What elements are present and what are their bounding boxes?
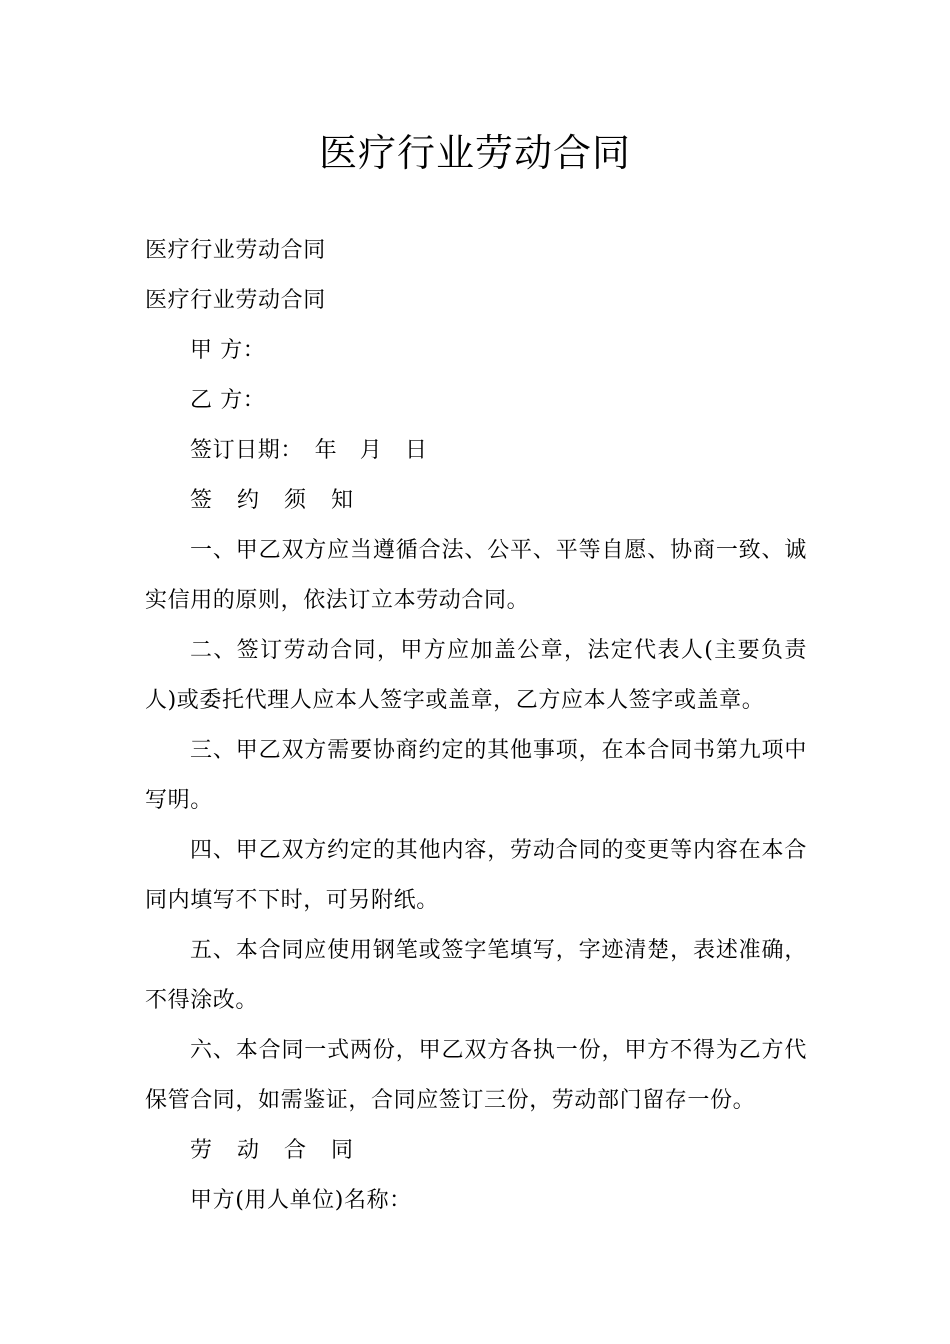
- notice-item-6: 六、本合同一式两份，甲乙双方各执一份，甲方不得为乙方代保管合同，如需鉴证，合同应签订三份，劳动部门留存一份。: [145, 1038, 807, 1113]
- notice-item-2: 二、签订劳动合同，甲方应加盖公章，法定代表人(主要负责人)或委托代理人应本人签字或盖章，乙方应本人签字或盖章。: [145, 638, 807, 713]
- document-title: 医疗行业劳动合同: [318, 131, 631, 175]
- notice-item-4: 四、甲乙双方约定的其他内容，劳动合同的变更等内容在本合同内填写不下时，可另附纸。: [145, 838, 807, 913]
- contract-heading: 劳 动 合 同: [190, 1138, 362, 1163]
- employer-name-line: 甲方(用人单位)名称：: [190, 1188, 412, 1213]
- notice-item-5: 五、本合同应使用钢笔或签字笔填写，字迹清楚，表述准确，不得涂改。: [145, 938, 807, 1013]
- party-a-line: 甲 方：: [190, 338, 266, 363]
- signing-notice-heading: 签 约 须 知: [190, 488, 362, 513]
- subtitle-line-1: 医疗行业劳动合同: [145, 238, 326, 263]
- notice-item-1: 一、甲乙双方应当遵循合法、公平、平等自愿、协商一致、诚实信用的原则，依法订立本劳动合同。: [145, 538, 807, 613]
- notice-item-3: 三、甲乙双方需要协商约定的其他事项，在本合同书第九项中写明。: [145, 738, 807, 813]
- party-b-line: 乙 方：: [190, 388, 266, 413]
- subtitle-line-2: 医疗行业劳动合同: [145, 288, 326, 313]
- document-body: [145, 226, 807, 1226]
- signing-date-line: 签订日期： 年 月 日: [190, 438, 428, 463]
